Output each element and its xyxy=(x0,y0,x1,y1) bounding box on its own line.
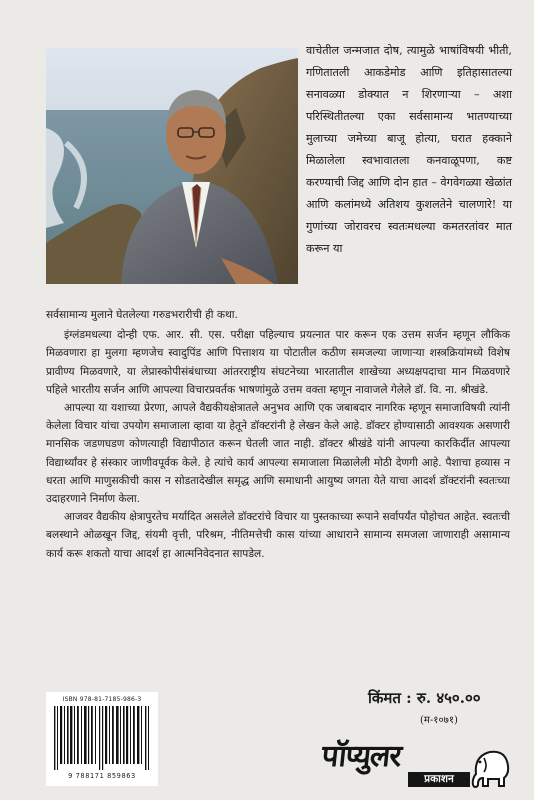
author-intro-text xyxy=(306,40,512,260)
catalog-code: (म-१०७१) xyxy=(420,715,458,726)
isbn-label: ISBN 978-81-7185-986-3 xyxy=(62,696,142,703)
intro-paragraph: वाचेतील जन्मजात दोष, त्यामुळे भाषांविषयी भीती, गणितातली आकडेमोड आणि इतिहासातल्या सनावळ्या डोक्यात न शिरणाऱ्या – अशा परिस्थितीतल्या एका सर्वसामान्य भातण्याच्या मुलाच्या जमेच्या बाजू होत्या, घरात हक्काने मिळालेला स्वभावातला कनवाळूपणा, कष्ट करण्याची जिद्द आणि दोन हात – वेगवेगळ्या खेळांत आणि कलांमध्ये अतिशय कुशलतेने चालणारे! या गुणांच्या जोरावरच स्वतःमधल्या कमतरतांवर मात करून या xyxy=(306,44,512,255)
blurb-paragraph-2: इंग्लंडमधल्या दोन्ही एफ. आर. सी. एस. परीक्षा पहिल्याच प्रयत्नात पार करून एक उत्तम सर्जन म्हणून लौकिक मिळवणारा हा मुलगा म्हणजेच स्वादुपिंड आणि पित्ताशय या पोटातील कठीण समजल्या जाणाऱ्या शस्त्रक्रियांमध्ये विशेष प्रावीण्य मिळवणारे, या लेप्रास्कोपीसंबंधाच्या आंतरराष्ट्रीय संघटनेच्या भारतातील शाखेच्या अध्यक्षपदाचा मान मिळवणारे पहिले भारतीय सर्जन आणि आपल्या विचारप्रवर्तक भाषणांमुळे उत्तम वक्ता म्हणून नावाजले गेलेले डॉ. वि. ना. श्रीखंडे. xyxy=(46,329,510,396)
elephant-icon xyxy=(470,744,512,788)
isbn-barcode-box xyxy=(46,692,158,786)
barcode-digits: 9 788171 859863 xyxy=(68,772,136,780)
barcode-icon xyxy=(52,706,152,770)
author-photo xyxy=(46,48,298,284)
author-photo-illustration xyxy=(46,48,298,284)
publisher-name: पॉप्युलर xyxy=(319,739,403,774)
blurb xyxy=(46,306,510,563)
price-label: किंमत : रु. ४५०.०० xyxy=(368,689,481,707)
blurb-paragraph-4: आजवर वैद्यकीय क्षेत्रापुरतेच मर्यादित असलेले डॉक्टरांचे विचार या पुस्तकाच्या रूपाने सर्वापर्यंत पोहोचत आहेत. स्वतःची बलस्थाने ओळखून जिद्द, संयमी वृत्ती, परिश्रम, नीतिमत्तेची कास यांच्या आधाराने सामान्य समजला जाणाराही असामान्य कार्य करू शकतो याचा आदर्श हा आत्मनिवेदनात सापडेल. xyxy=(46,511,510,560)
publisher-logo xyxy=(320,734,516,792)
publisher-imprint: प्रकाशन xyxy=(408,772,470,787)
blurb-paragraph-1: सर्वसामान्य मुलाने घेतलेल्या गरुडभरारीची ही कथा. xyxy=(46,309,238,321)
blurb-paragraph-3: आपल्या या यशाच्या प्रेरणा, आपले वैद्यकीयक्षेत्रातले अनुभव आणि एक जबाबदार नागरिक म्हणून समाजाविषयी त्यांनी केलेला विचार यांचा उपयोग समाजाला व्हावा या हेतूने डॉक्टरांनी हे लेखन केले आहे. डॉक्टर होण्यासाठी आवश्यक असणारी मानसिक जडणघडण कोणत्याही विद्यापीठात करून घेतली जात नाही. डॉक्टर श्रीखंडे यांनी आपल्या कारकिर्दीत आपल्या विद्यार्थ्यांवर हे संस्कार जाणीवपूर्वक केले. हे त्यांचे कार्य आपल्या समाजाला मिळालेली मोठी देणगी आहे. पैशाचा हव्यास न धरता आणि माणुसकीची कास न सोडतादेखील समृद्ध आणि समाधानी आयुष्य जगता येते याचा आदर्श डॉक्टरांनी स्वतःच्या उदाहरणाने निर्माण केला. xyxy=(46,402,510,506)
